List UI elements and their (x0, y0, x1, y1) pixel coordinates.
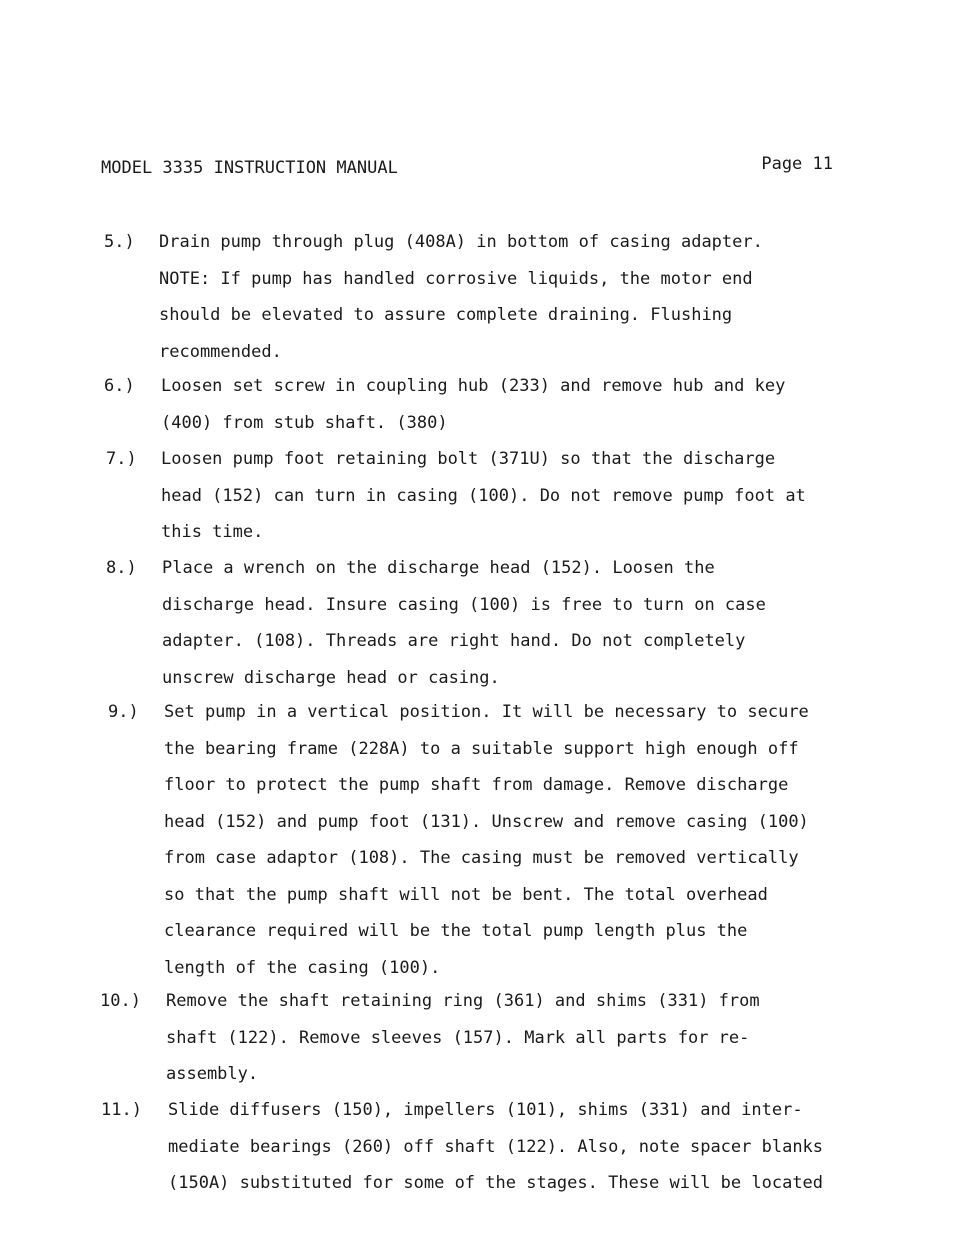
step-line: should be elevated to assure complete draining. Flushing (159, 305, 733, 325)
step-line: (150A) substituted for some of the stages. These will be located (168, 1173, 824, 1193)
step-line: Drain pump through plug (408A) in bottom of casing adapter. (159, 232, 763, 252)
step-number: 5.) (104, 232, 135, 252)
step-line: assembly. (166, 1064, 259, 1084)
step-line: unscrew discharge head or casing. (162, 667, 500, 688)
manual-title: MODEL 3335 INSTRUCTION MANUAL (101, 158, 398, 178)
step-line: floor to protect the pump shaft from damage. Remove discharge (164, 775, 789, 795)
step-text (162, 550, 766, 696)
step-text (161, 368, 785, 441)
step-number: 10.) (100, 991, 141, 1011)
step-line: shaft (122). Remove sleeves (157). Mark all parts for re- (166, 1027, 750, 1048)
step-line: mediate bearings (260) off shaft (122). Also, note spacer blanks (168, 1136, 824, 1157)
step-line: adapter. (108). Threads are right hand. Do not completely (162, 631, 746, 651)
step-line: Loosen set screw in coupling hub (233) and remove hub and key (161, 376, 786, 396)
step-line: so that the pump shaft will not be bent. The total overhead (164, 884, 768, 905)
step-number: 11.) (101, 1100, 142, 1120)
page-number: Page 11 (761, 154, 833, 174)
step-number: 8.) (106, 558, 137, 578)
step-line: from case adaptor (108). The casing must be removed vertically (164, 848, 799, 868)
step-line: discharge head. Insure casing (100) is free to turn on case (162, 594, 766, 615)
step-line: Loosen pump foot retaining bolt (371U) so that the discharge (161, 449, 776, 469)
step-line: the bearing frame (228A) to a suitable support high enough off (164, 738, 799, 759)
step-text (166, 983, 760, 1093)
step-line: Remove the shaft retaining ring (361) and shims (331) from (166, 991, 760, 1011)
step-line: length of the casing (100). (164, 957, 441, 978)
step-text (159, 224, 763, 370)
step-line: recommended. (159, 341, 282, 362)
step-line: clearance required will be the total pump length plus the (164, 921, 748, 941)
step-line: head (152) and pump foot (131). Unscrew and remove casing (100) (164, 811, 809, 832)
step-number: 9.) (108, 702, 139, 722)
step-text (164, 694, 809, 986)
step-line: NOTE: If pump has handled corrosive liquids, the motor end (159, 268, 753, 289)
step-number: 6.) (104, 376, 135, 396)
step-line: Slide diffusers (150), impellers (101), shims (331) and inter- (168, 1100, 803, 1120)
step-number: 7.) (106, 449, 137, 469)
step-line: this time. (161, 522, 264, 542)
step-line: Set pump in a vertical position. It will be necessary to secure (164, 702, 809, 722)
step-text (168, 1092, 823, 1202)
step-line: head (152) can turn in casing (100). Do not remove pump foot at (161, 485, 806, 506)
step-line: (400) from stub shaft. (380) (161, 412, 448, 433)
step-line: Place a wrench on the discharge head (152). Loosen the (162, 558, 715, 578)
step-text (161, 441, 806, 551)
